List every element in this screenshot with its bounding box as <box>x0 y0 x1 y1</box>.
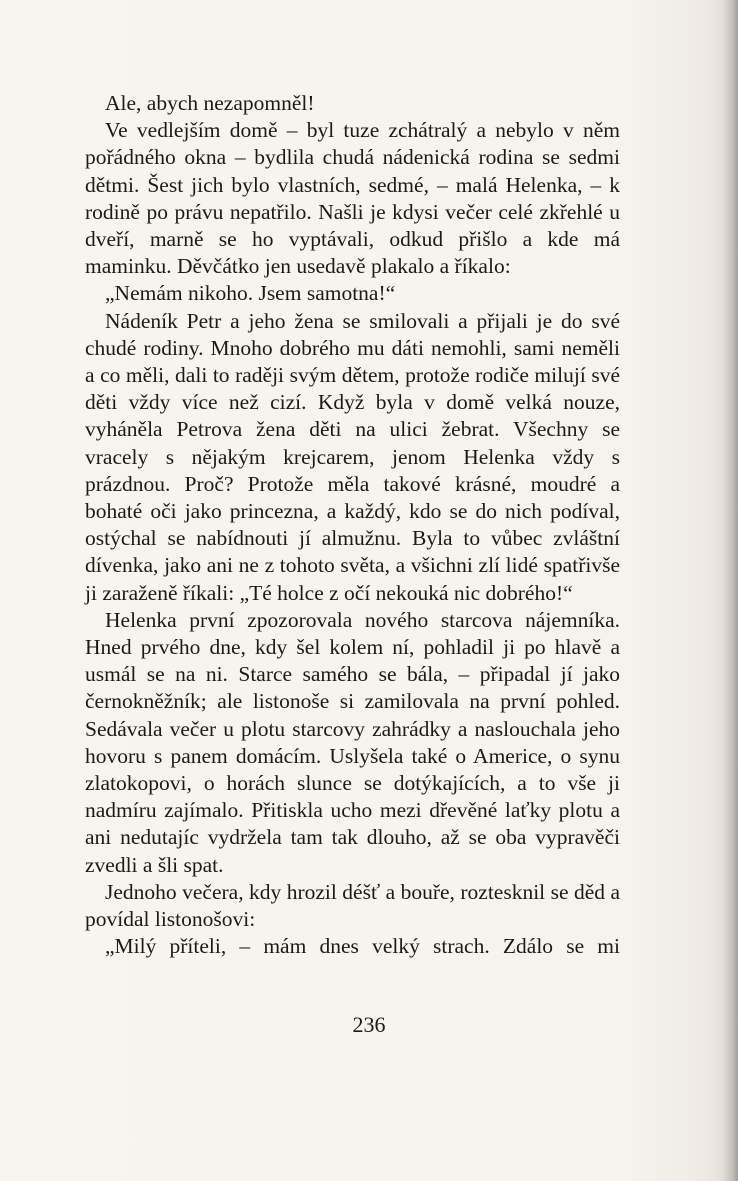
paragraph-3-quote: „Nemám nikoho. Jsem samotna!“ <box>105 281 396 306</box>
paragraph-4: Nádeník Petr a jeho žena se smilovali a přijali je do své chudé rodiny. Mnoho dobrého mu dáti nemohli, sami neměli a co měli, dali to raději svým dětem, protože rodiče milují své děti vždy více než cizí. Když byla v domě velká nouze, vyháněla Petrova žena děti na ulici žebrat. Všechny se vracely s nějakým krejcarem, jenom Helenka vždy s prázdnou. Proč? Protože měla takové krásné, moudré a bohaté oči jako princezna, a každý, kdo se do nich podíval, ostýchal se nabídnouti jí almužnu. Byla to vůbec zvláštní dívenka, jako ani ne z tohoto světa, a všichni zlí lidé spatřivše ji zaraženě říkali: „Té holce z očí nekouká nic dobrého!“ <box>85 308 620 605</box>
paragraph-5: Helenka první zpozorovala nového starcova nájemníka. Hned prvého dne, kdy šel kolem ní, pohladil ji po hlavě a usmál se na ni. Starce samého se bála, – připadal jí jako černokněžník; ale listonoše si zamilovala na první pohled. Sedávala večer u plotu starcovy zahrádky a naslouchala jeho hovoru s panem domácím. Uslyšela také o Americe, o synu zlatokopovi, o horách slunce se dotýkajících, a to vše ji nadmíru zajímalo. Přitiskla ucho mezi dřevěné laťky plotu a ani nedutajíc vydržela tam tak dlouho, až se oba vypravěči zvedli a šli spat. <box>85 607 620 877</box>
paragraph-2: Ve vedlejším domě – byl tuze zchátralý a nebylo v něm pořádného okna – bydlila chudá nádenická rodina se sedmi dětmi. Šest jich bylo vlastních, sedmé, – malá Helenka, – k rodině po právu nepatřilo. Našli je kdysi večer celé zkřehlé u dveří, marně se ho vyptávali, odkud přišlo a kde má maminku. Děvčátko jen usedavě plakalo a říkalo: <box>85 118 620 279</box>
page-edge-shadow <box>722 0 738 1181</box>
paragraph-7-quote: „Milý příteli, – mám dnes velký strach. Zdálo se mi <box>105 934 620 959</box>
paragraph-1: Ale, abych nezapomněl! <box>105 91 315 115</box>
paragraph-6: Jednoho večera, kdy hrozil déšť a bouře, roztesknil se děd a povídal listonošovi: <box>85 879 620 932</box>
page-number: 236 <box>352 1012 386 1037</box>
body-text <box>85 90 620 961</box>
